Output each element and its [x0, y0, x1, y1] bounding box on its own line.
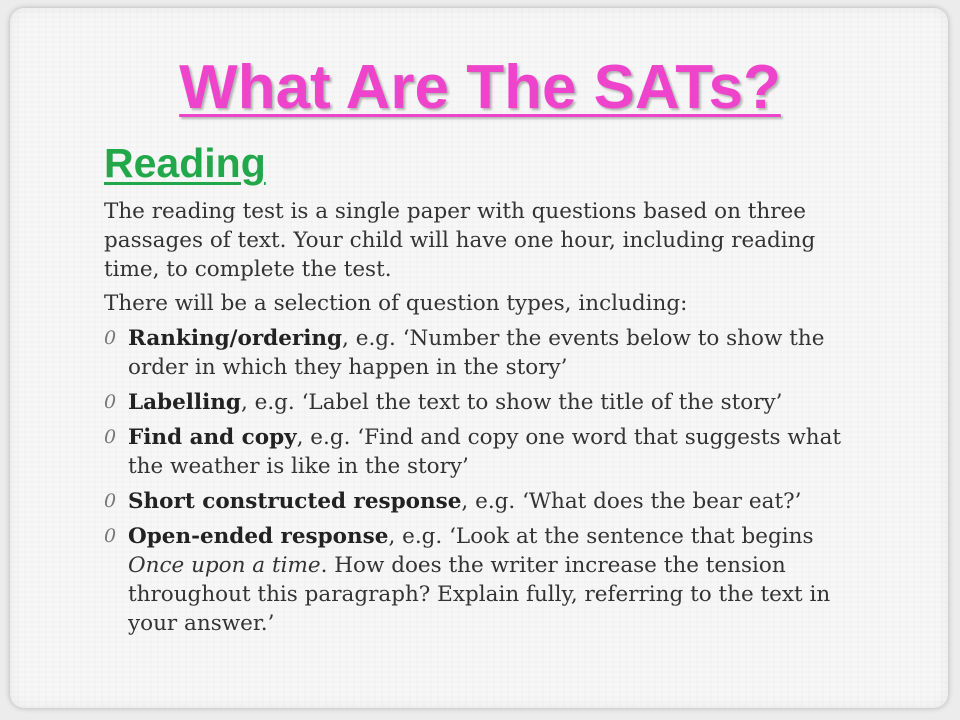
bullet-term: Open-ended response: [128, 524, 389, 549]
bullet-term: Labelling: [128, 390, 241, 415]
bullet-term: Ranking/ordering: [128, 326, 343, 351]
bullet-text: , e.g. ‘Number the events below to show the order in which they happen in the story’: [128, 326, 825, 380]
list-item: [104, 324, 864, 382]
bullet-text-continued: . How does the writer increase the tension throughout this paragraph? Explain fully, referring to the text in your answer.’: [128, 553, 831, 636]
list-item: [104, 487, 864, 516]
bullet-text: , e.g. ‘What does the bear eat?’: [461, 489, 802, 514]
bullet-text: , e.g. ‘Find and copy one word that suggests what the weather is like in the story’: [128, 425, 842, 479]
bullet-term: Short constructed response: [128, 489, 462, 514]
intro-paragraph: The reading test is a single paper with questions based on three passages of text. Your child will have one hour, including reading time, to complete the test.: [104, 199, 816, 282]
section-heading: Reading: [104, 140, 266, 186]
list-item: [104, 522, 864, 638]
list-item: [104, 388, 864, 417]
bullet-marker: 0: [104, 391, 117, 413]
bullet-marker: 0: [104, 490, 117, 512]
bullet-italic-text: Once upon a time: [128, 553, 321, 578]
bullet-term: Find and copy: [128, 425, 297, 450]
bullet-marker: 0: [104, 426, 117, 448]
question-types-intro: There will be a selection of question types, including:: [104, 291, 688, 316]
slide-title: What Are The SATs?: [179, 53, 781, 122]
list-item: [104, 423, 864, 481]
bullet-text: , e.g. ‘Label the text to show the title of the story’: [240, 390, 783, 415]
bullet-marker: 0: [104, 525, 117, 547]
bullet-text: , e.g. ‘Look at the sentence that begins: [388, 524, 814, 549]
question-type-list: [104, 324, 864, 644]
bullet-marker: 0: [104, 327, 117, 349]
